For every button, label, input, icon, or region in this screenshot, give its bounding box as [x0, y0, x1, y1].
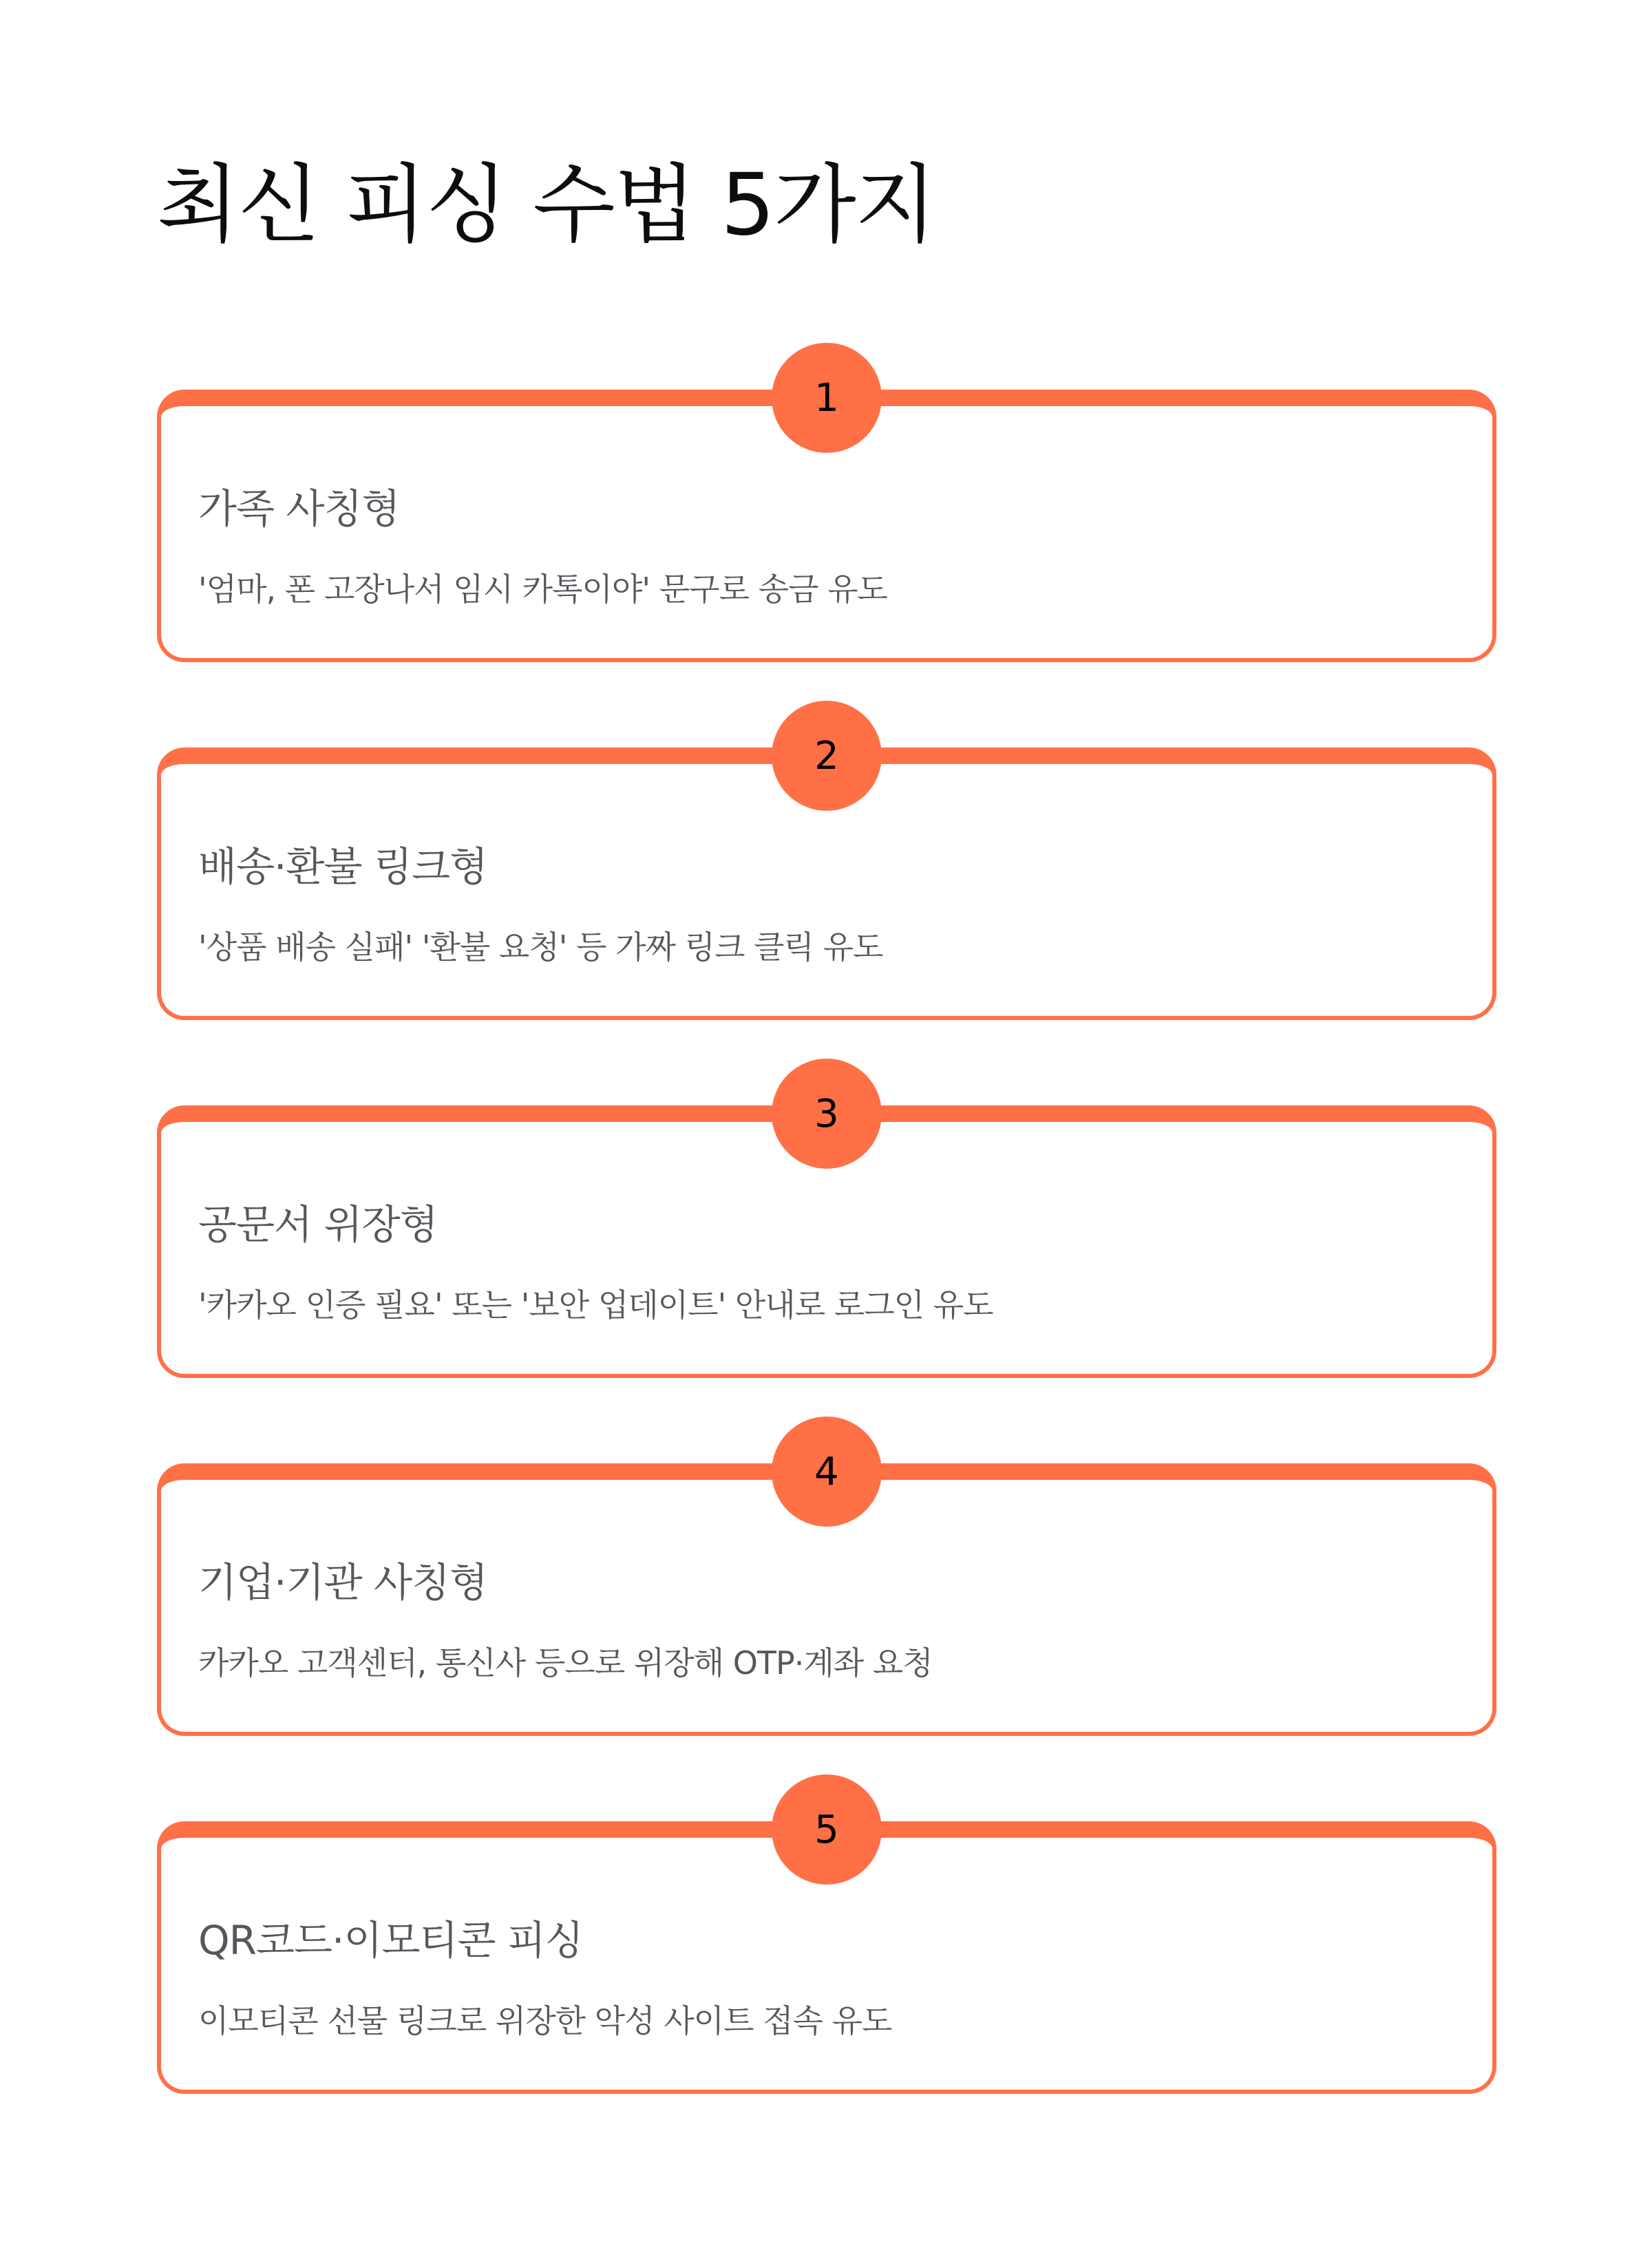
- card-description: 이모티콘 선물 링크로 위장한 악성 사이트 접속 유도: [198, 2002, 892, 2039]
- card-title: 공문서 위장형: [198, 1201, 438, 1248]
- card-title: QR코드·이모티콘 피싱: [198, 1917, 584, 1964]
- step-number-badge: 1: [772, 343, 882, 453]
- card-description: '상품 배송 실패' '환불 요청' 등 가짜 링크 클릭 유도: [198, 929, 883, 966]
- phishing-card-2: [157, 733, 1496, 1020]
- step-number-badge: 4: [772, 1417, 882, 1527]
- phishing-card-3: [157, 1091, 1496, 1378]
- phishing-card-4: [157, 1449, 1496, 1736]
- card-title: 기업·기관 사칭형: [198, 1559, 488, 1606]
- card-description: '엄마, 폰 고장나서 임시 카톡이야' 문구로 송금 유도: [198, 571, 887, 608]
- step-number-badge: 3: [772, 1059, 882, 1169]
- card-title: 배송·환불 링크형: [198, 843, 488, 890]
- card-title: 가족 사칭형: [198, 485, 400, 532]
- step-number-badge: 2: [772, 701, 882, 811]
- phishing-card-1: [157, 375, 1496, 662]
- step-number-badge: 5: [772, 1774, 882, 1885]
- card-description: 카카오 고객센터, 통신사 등으로 위장해 OTP·계좌 요청: [198, 1644, 933, 1682]
- card-description: '카카오 인증 필요' 또는 '보안 업데이트' 안내로 로그인 유도: [198, 1286, 993, 1324]
- phishing-card-5: [157, 1807, 1496, 2094]
- page-title: 최신 피싱 수법 5가지: [157, 156, 936, 255]
